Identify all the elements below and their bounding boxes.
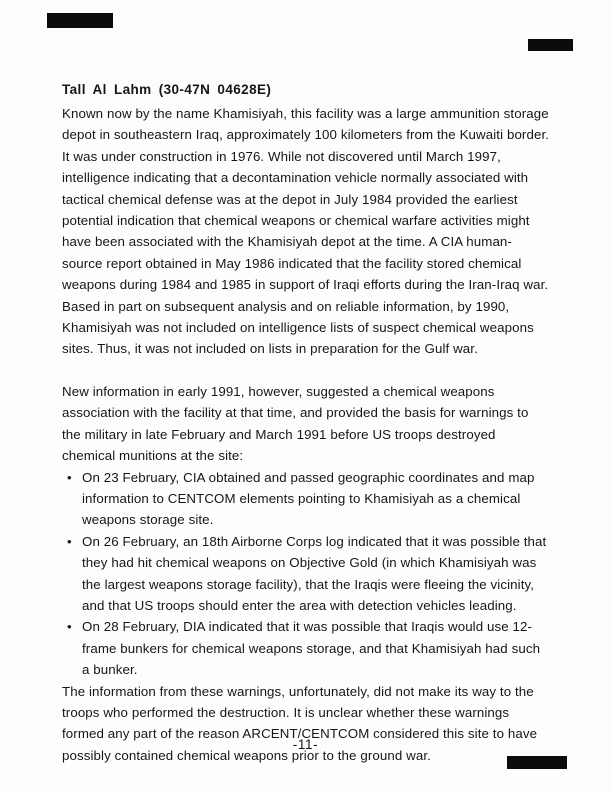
bullet-text-28-february: On 28 February, DIA indicated that it was possible that Iraqis would use 12-frame bunkers for chemical weapons storage, and that Khamisiyah had such a bunker. xyxy=(82,619,541,678)
paragraph-new-information: New information in early 1991, however, suggested a chemical weapons association with the facility at that time, and provided the basis for warnings to the military in late February and March 1991 before US troops destroyed chemical munitions at the site: xyxy=(62,383,529,464)
bullet-marker: • xyxy=(67,619,72,635)
bullet-item-26-february xyxy=(62,531,551,617)
bullet-text-23-february: On 23 February, CIA obtained and passed geographic coordinates and map information to CENTCOM elements pointing to Khamisiyah as a chemical weapons storage site. xyxy=(82,469,535,528)
redaction-bar-top-left xyxy=(47,13,113,28)
redaction-bar-top-right xyxy=(528,39,573,51)
bullet-item-28-february xyxy=(62,616,551,680)
bullet-text-26-february: On 26 February, an 18th Airborne Corps log indicated that it was possible that they had hit chemical weapons on Objective Gold (in which Khamisiyah was the largest weapons storage facility), that the Iraqis were fleeing the vicinity, and that US troops should enter the area with detection vehicles leading. xyxy=(82,533,547,613)
paragraph-spacer xyxy=(62,360,551,381)
document-heading: Tall Al Lahm (30-47N 04628E) xyxy=(62,82,272,97)
page-number: -11- xyxy=(292,737,319,752)
paragraph-facility-overview: Known now by the name Khamisiyah, this facility was a large ammunition storage depot in southeastern Iraq, approximately 100 kilometers from the Kuwaiti border. It was under construction in 1976. While not discovered until March 1997, intelligence indicating that a decontamination vehicle normally associated with tactical chemical defense was at the depot in July 1984 provided the earliest potential indication that chemical weapons or chemical warfare activities might have been associated with the Khamisiyah depot at the time. A CIA human-source report obtained in May 1986 indicated that the facility stored chemical weapons during 1984 and 1985 in support of Iraqi efforts during the Iran-Iraq war. Based in part on subsequent analysis and on reliable information, by 1990, Khamisiyah was not included on intelligence lists of suspect chemical weapons sites. Thus, it was not included on lists in preparation for the Gulf war. xyxy=(62,106,550,357)
bullet-marker: • xyxy=(67,533,72,549)
paragraph-closing: The information from these warnings, unfortunately, did not make its way to the troops who performed the destruction. It is unclear whether these warnings formed any part of the reason ARCENT/CENTCOM considered this site to have possibly contained chemical weapons prior to the ground war. xyxy=(62,683,538,763)
warnings-bullet-list xyxy=(62,467,551,681)
bullet-marker: • xyxy=(67,469,72,485)
document-page xyxy=(62,79,551,766)
bullet-item-23-february xyxy=(62,467,551,531)
